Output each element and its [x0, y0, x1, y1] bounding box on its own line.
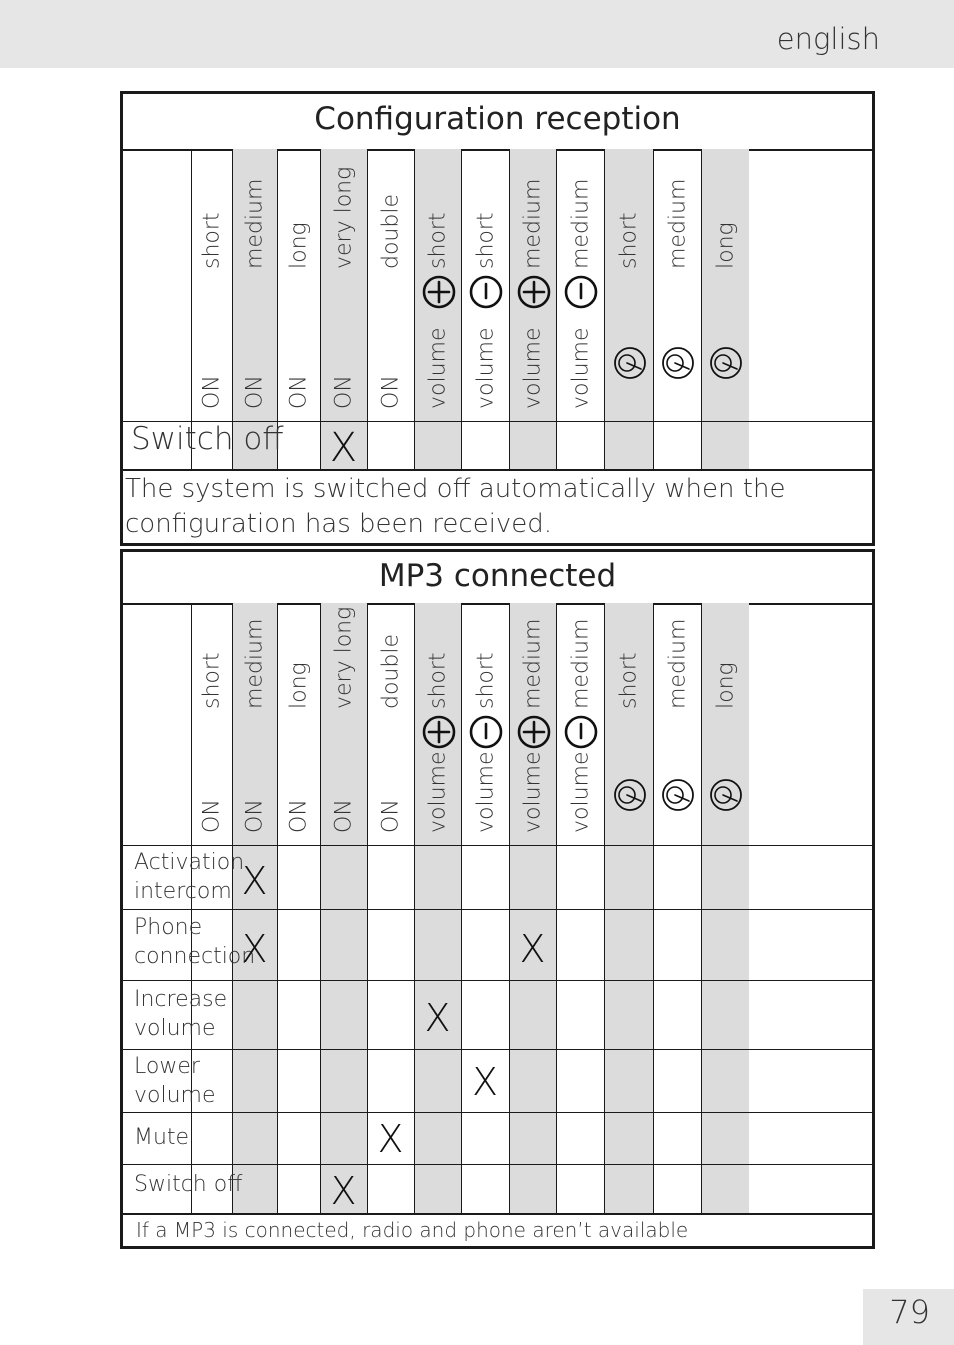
configuration-reception-table	[120, 91, 875, 546]
column-6	[414, 603, 461, 1213]
column-main-label: volume	[473, 751, 498, 833]
row-label: Switch off	[134, 1172, 243, 1197]
row-divider	[123, 909, 872, 910]
row-divider	[123, 845, 872, 846]
row-label: Mute	[134, 1125, 190, 1150]
dial-knob-icon	[612, 345, 648, 385]
column-sub-label: very long	[331, 166, 357, 269]
minus-circle-icon	[563, 714, 599, 754]
column-main-label: ON	[331, 375, 357, 409]
column-10	[604, 603, 653, 1213]
dial-knob-icon	[660, 777, 696, 817]
row-label: Increase volume	[134, 987, 228, 1041]
column-main-label: volume	[568, 751, 593, 833]
row-divider	[123, 469, 872, 471]
column-main-label: volume	[473, 327, 498, 409]
column-sub-label: long	[713, 221, 738, 269]
column-sub-label: long	[286, 662, 312, 710]
column-main-label: ON	[331, 799, 357, 833]
column-main-label: volume	[520, 751, 546, 833]
column-3	[277, 603, 320, 1213]
dial-knob-icon	[708, 777, 744, 817]
row-mark: X	[329, 425, 358, 471]
table-title: MP3 connected	[123, 552, 872, 605]
column-main-label: volume	[425, 751, 451, 833]
column-sub-label: medium	[520, 178, 546, 269]
language-label: english	[776, 22, 880, 56]
row-label: Phone connection	[134, 915, 256, 969]
dial-knob-icon	[612, 777, 648, 817]
column-main-label: ON	[286, 375, 312, 409]
column-main-label: volume	[425, 327, 451, 409]
row-divider	[123, 1164, 872, 1165]
column-sub-label: long	[286, 221, 312, 269]
row-label: Lower volume	[134, 1054, 216, 1108]
column-sub-label: short	[616, 652, 642, 710]
column-main-label: ON	[286, 799, 312, 833]
row-label: Activation intercom	[134, 850, 245, 904]
row-mark: X	[377, 1117, 404, 1161]
column-sub-label: medium	[520, 619, 546, 710]
plus-circle-icon	[516, 714, 552, 754]
column-sub-label: long	[713, 662, 738, 710]
row-mark: X	[330, 1169, 357, 1213]
column-sub-label: medium	[665, 619, 690, 710]
column-sub-label: medium	[568, 178, 593, 269]
column-main-label: ON	[199, 799, 225, 833]
row-divider	[123, 1049, 872, 1050]
table-note: If a MP3 is connected, radio and phone aren’t available	[136, 1218, 689, 1242]
column-sub-label: short	[425, 652, 451, 710]
row-label: Switch off	[131, 421, 284, 457]
column-main-label: ON	[378, 799, 404, 833]
row-mark: X	[241, 927, 268, 971]
mp3-connected-table	[120, 549, 875, 1249]
row-mark: X	[241, 859, 268, 903]
column-main-label: volume	[520, 327, 546, 409]
column-main-label: volume	[568, 327, 593, 409]
column-sub-label: medium	[242, 619, 268, 710]
column-sub-label: short	[473, 652, 498, 710]
table-title: Configuration reception	[123, 94, 872, 151]
row-mark: X	[424, 996, 451, 1040]
row-divider	[123, 1112, 872, 1113]
column-sub-label: short	[199, 212, 225, 269]
minus-circle-icon	[563, 274, 599, 314]
column-main-label: ON	[378, 375, 404, 409]
column-4	[320, 603, 367, 1213]
column-sub-label: short	[199, 652, 225, 710]
column-8	[509, 603, 556, 1213]
column-sub-label: double	[378, 634, 404, 710]
column-sub-label: double	[378, 193, 404, 269]
row-mark: X	[519, 927, 546, 971]
row-divider	[123, 980, 872, 981]
dial-knob-icon	[708, 345, 744, 385]
table-note: The system is switched off automatically when the configuration has been received.	[125, 474, 786, 539]
plus-circle-icon	[421, 714, 457, 754]
dial-knob-icon	[660, 345, 696, 385]
minus-circle-icon	[468, 714, 504, 754]
column-1	[191, 603, 232, 1213]
column-sub-label: very long	[331, 607, 357, 710]
column-9	[556, 603, 604, 1213]
column-2	[232, 603, 277, 1213]
plus-circle-icon	[516, 274, 552, 314]
column-main-label: ON	[242, 375, 268, 409]
column-sub-label: short	[425, 212, 451, 269]
column-sub-label: short	[616, 212, 642, 269]
column-sub-label: short	[473, 212, 498, 269]
column-12	[701, 603, 749, 1213]
column-7	[461, 603, 509, 1213]
page-number: 79	[889, 1293, 930, 1331]
column-main-label: ON	[242, 799, 268, 833]
column-sub-label: medium	[242, 178, 268, 269]
minus-circle-icon	[468, 274, 504, 314]
column-sub-label: medium	[665, 178, 690, 269]
row-mark: X	[471, 1060, 499, 1104]
column-11	[653, 603, 701, 1213]
plus-circle-icon	[421, 274, 457, 314]
row-divider	[123, 1213, 872, 1215]
column-main-label: ON	[199, 375, 225, 409]
column-sub-label: medium	[568, 619, 593, 710]
